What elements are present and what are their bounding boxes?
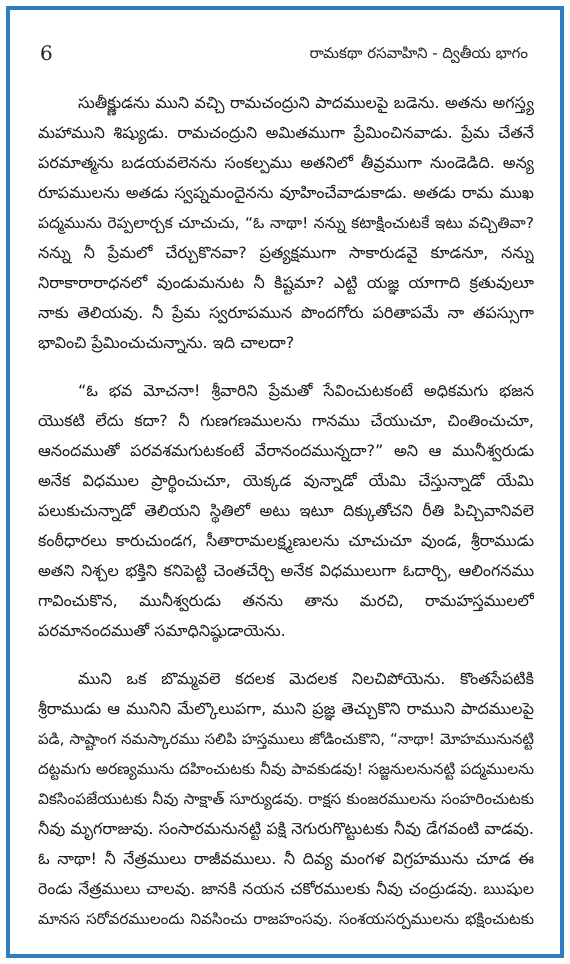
text-line: నిరాకారారాధనలో వుండుమనుట నీ కిష్టమా? ఎట్టి యజ్ఞ యాగాది క్రతువులూ <box>38 273 534 292</box>
text-line: పరమానందముతో సమాధినిష్ఠుడాయెను. <box>38 621 286 640</box>
page-header <box>24 40 546 66</box>
text-line: అనేక విధముల ప్రార్థించుచూ, యెక్కడ వున్నాడో యేమి చేస్తున్నాడో యేమి <box>38 471 534 490</box>
text-line: రూపములను అతడు స్వప్నమందైనను వూహించేవాడుకాడు. అతడు రామ ముఖ <box>38 183 534 202</box>
text-line: యొకటి లేదు కదా? నీ గుణగణములను గానము చేయుచూ, చింతించుచూ, <box>38 411 534 430</box>
running-title: రామకథా రసవాహిని - ద్వితీయ భాగం <box>309 44 528 62</box>
text-line: ఓ నాథా! నీ నేత్రములు రాజీవములు. నీ దివ్య మంగళ విగ్రహమును చూడ ఈ <box>38 849 534 868</box>
text-line: అతని నిశ్చల భక్తిని కనిపెట్టి చెంతచేర్చి అనేక విధములుగా ఓదార్చి, ఆలింగనము <box>38 561 534 580</box>
text-line: దట్టమగు అరణ్యమును దహించుటకు నీవు పావకుడవు! సజ్జనులనునట్టి పద్మములను <box>38 760 534 778</box>
text-line: నాకు తెలియవు. నీ ప్రేమ స్వరూపమున పొందగోరు పరితాపమే నా తపస్సుగా <box>38 303 534 322</box>
text-line: “ఓ భవ మోచనా! శ్రీవారిని ప్రేమతో సేవించుటకంటే అధికమగు భజన <box>78 381 534 400</box>
paragraph <box>38 664 534 934</box>
text-line: రెండు నేత్రములు చాలవు. జానకి నయన చకోరములకు నీవు చంద్రుడవు. ఋషుల <box>38 879 534 898</box>
page-number: 6 <box>40 41 53 65</box>
body-text <box>38 88 534 952</box>
text-line: పద్మమును రెప్పలార్చక చూచుచు, “ఓ నాథా! నన్ను కటాక్షించుటకే ఇటు వచ్చితివా? <box>38 214 534 232</box>
text-line: కంఠీధారలు కారుచుండగ, సీతారామలక్ష్మణులను చూచుచూ వుండ, శ్రీరాముడు <box>38 531 534 550</box>
text-line: సుతీక్ష్ణుడను ముని వచ్చి రామచంద్రుని పాదములపై బడెను. అతను అగస్త్య <box>78 93 534 112</box>
text-line: శ్రీరాముడు ఆ మునిని మేల్కొలుపగా, ముని ప్రజ్ఞ తెచ్చుకొని రాముని పాదములపై <box>38 699 534 718</box>
text-line: పరమాత్మను బడయవలెనను సంకల్పము అతనిలో తీవ్రముగా నుండెడిది. అన్య <box>38 153 534 172</box>
page-frame <box>6 6 564 958</box>
paragraph <box>38 376 534 646</box>
text-line: గావించుకొన, మునీశ్వరుడు తనను తాను మరచి, రామహస్తములలో <box>38 591 534 610</box>
text-line: వికసింపజేయుటకు నీవు సాక్షాత్ సూర్యుడవు. రాక్షస కుంజరములను సంహరించుటకు <box>38 790 534 808</box>
text-line: నీవు మృగరాజువు. సంసారమనునట్టి పక్షి నెగురుగొట్టుటకు నీవు డేగవంటి వాడవు. <box>38 819 534 838</box>
text-line: పలుకుచున్నాడో తెలియని స్థితిలో అటు ఇటూ దిక్కుతోచని రీతి పిచ్చివానివలె <box>38 501 534 520</box>
text-line: ముని ఒక బొమ్మవలె కదలక మెదలక నిలచిపోయెను. కొంతసేపటికి <box>78 669 534 688</box>
text-line: ఆనందముతో పరవశమగుటకంటే వేరానందమున్నదా?” అని ఆ మునీశ్వరుడు <box>38 441 534 460</box>
text-line: నన్ను నీ ప్రేమలో చేర్చుకొనవా? ప్రత్యక్షముగా సాకారుడవై కూడనూ, నన్ను <box>38 243 534 262</box>
text-line: పడి, సాష్టాంగ నమస్కారము సలిపి హస్తములు జోడించుకొని, “నాథా! మోహమునునట్టి <box>38 730 534 748</box>
paragraph <box>38 88 534 358</box>
text-line: భావించి ప్రేమించుచున్నాను. ఇది చాలదా? <box>38 333 295 352</box>
text-line: మానస సరోవరములందు నివసించు రాజహంసవు. సంశయసర్పములను భక్షించుటకు <box>38 910 534 928</box>
text-line: మహాముని శిష్యుడు. రామచంద్రుని అమితముగా ప్రేమించినవాడు. ప్రేమ చేతనే <box>38 123 534 142</box>
